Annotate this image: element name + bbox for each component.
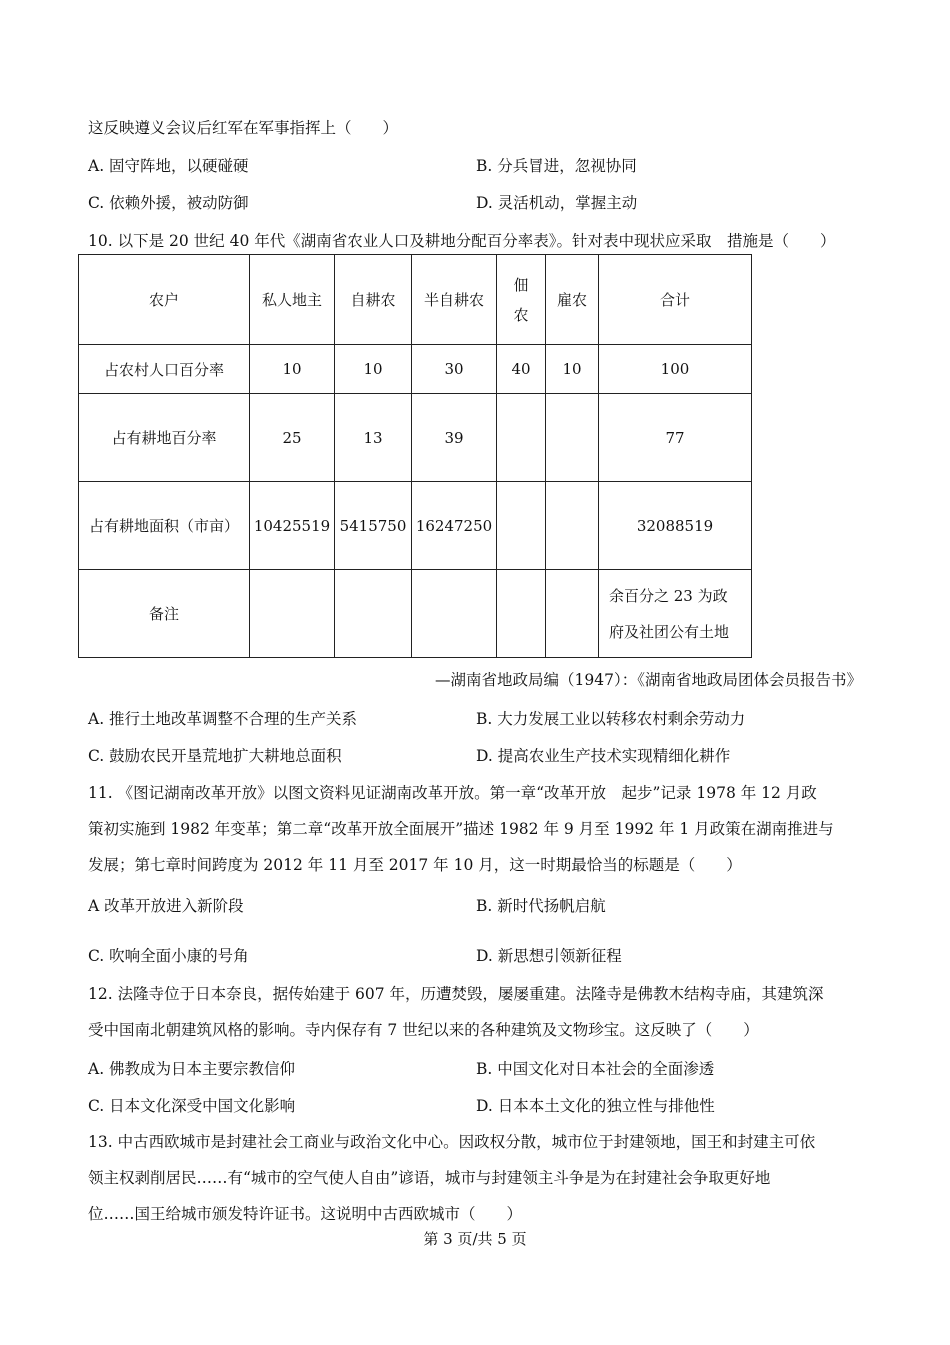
table-cell [250, 570, 335, 658]
remark-line: 余百分之 23 为政 [609, 586, 728, 605]
q13-stem-line: 13. 中古西欧城市是封建社会工商业与政治文化中心。因政权分散，城市位于封建领地，国王和封建主可依 [88, 1133, 816, 1151]
q12-option-a: A. 佛教成为日本主要宗教信仰 [88, 1060, 296, 1078]
table-cell: 10 [335, 345, 412, 394]
header-cell: 私人地主 [250, 255, 335, 345]
table-row [79, 345, 752, 394]
table-cell [497, 394, 546, 482]
q10-option-c: C. 鼓励农民开垦荒地扩大耕地总面积 [88, 747, 342, 765]
remark-cell [599, 570, 752, 658]
table-cell: 25 [250, 394, 335, 482]
land-distribution-table [78, 254, 752, 658]
table-cell: 10425519 [250, 482, 335, 570]
table-cell [546, 394, 599, 482]
table-cell: 5415750 [335, 482, 412, 570]
header-cell-line: 佃 [513, 275, 529, 294]
table-cell [546, 482, 599, 570]
table-source: —湖南省地政局编（1947）：《湖南省地政局团体会员报告书》 [435, 671, 862, 689]
q11-option-d: D. 新思想引领新征程 [476, 947, 622, 965]
header-cell: 雇农 [546, 255, 599, 345]
q11-option-c: C. 吹响全面小康的号角 [88, 947, 249, 965]
header-cell: 合计 [599, 255, 752, 345]
q11-stem [88, 775, 868, 883]
q12-option-c: C. 日本文化深受中国文化影响 [88, 1097, 296, 1115]
header-cell: 半自耕农 [412, 255, 497, 345]
q9-option-c: C. 依赖外援，被动防御 [88, 194, 249, 212]
table-cell: 10 [546, 345, 599, 394]
table-cell [546, 570, 599, 658]
q13-stem [88, 1124, 868, 1232]
table-cell [412, 570, 497, 658]
table-cell [497, 482, 546, 570]
q13-stem-line: 位……国王给城市颁发特许证书。这说明中古西欧城市（ ） [88, 1205, 523, 1223]
q9-option-b: B. 分兵冒进，忽视协同 [476, 157, 637, 175]
q13-stem-line: 领主权剥削居民……有“城市的空气使人自由”谚语，城市与封建领主斗争是为在封建社会争取更好地 [88, 1169, 771, 1187]
header-cell [497, 255, 546, 345]
q12-stem [88, 976, 868, 1048]
q12-option-d: D. 日本本土文化的独立性与排他性 [476, 1097, 715, 1115]
q10-option-a: A. 推行土地改革调整不合理的生产关系 [88, 710, 358, 728]
table-cell: 占有耕地百分率 [79, 394, 250, 482]
q10-stem: 10. 以下是 20 世纪 40 年代《湖南省农业人口及耕地分配百分率表》。针对表中现状应采取 措施是（ ） [88, 232, 836, 250]
table-cell: 32088519 [599, 482, 752, 570]
page-number: 第 3 页/共 5 页 [423, 1230, 527, 1248]
table-cell: 39 [412, 394, 497, 482]
q9-option-a: A. 固守阵地，以硬碰硬 [88, 157, 249, 175]
q10-option-b: B. 大力发展工业以转移农村剩余劳动力 [476, 710, 746, 728]
table-cell: 30 [412, 345, 497, 394]
table-header-row [79, 255, 752, 345]
table-cell [497, 570, 546, 658]
table-row [79, 570, 752, 658]
table-cell: 77 [599, 394, 752, 482]
table-cell: 16247250 [412, 482, 497, 570]
table-row [79, 394, 752, 482]
table-row [79, 482, 752, 570]
table-cell: 100 [599, 345, 752, 394]
table-cell: 40 [497, 345, 546, 394]
header-cell: 自耕农 [335, 255, 412, 345]
header-cell-line: 农 [513, 305, 529, 324]
q11-stem-line: 策初实施到 1982 年变革；第二章“改革开放全面展开”描述 1982 年 9 月至 1992 年 1 月政策在湖南推进与 [88, 820, 834, 838]
q9-stem: 这反映遵义会议后红军在军事指挥上（ ） [88, 119, 399, 137]
q11-stem-line: 发展；第七章时间跨度为 2012 年 11 月至 2017 年 10 月，这一时期最恰当的标题是（ ） [88, 856, 742, 874]
q11-stem-line: 11. 《图记湖南改革开放》以图文资料见证湖南改革开放。第一章“改革开放 起步”记录 1978 年 12 月政 [88, 784, 817, 802]
q9-option-d: D. 灵活机动，掌握主动 [476, 194, 638, 212]
q12-option-b: B. 中国文化对日本社会的全面渗透 [476, 1060, 715, 1078]
table-cell: 10 [250, 345, 335, 394]
table-cell [335, 570, 412, 658]
q11-option-a: A 改革开放进入新阶段 [88, 897, 244, 915]
table-cell: 13 [335, 394, 412, 482]
q12-stem-line: 受中国南北朝建筑风格的影响。寺内保存有 7 世纪以来的各种建筑及文物珍宝。这反映了（ ） [88, 1021, 759, 1039]
table-cell: 占农村人口百分率 [79, 345, 250, 394]
table-cell: 备注 [79, 570, 250, 658]
q12-stem-line: 12. 法隆寺位于日本奈良，据传始建于 607 年，历遭焚毁，屡屡重建。法隆寺是佛教木结构寺庙，其建筑深 [88, 985, 824, 1003]
q10-option-d: D. 提高农业生产技术实现精细化耕作 [476, 747, 731, 765]
q11-option-b: B. 新时代扬帆启航 [476, 897, 606, 915]
remark-line: 府及社团公有土地 [609, 622, 730, 641]
table-cell: 占有耕地面积（市亩） [79, 482, 250, 570]
header-cell: 农户 [79, 255, 250, 345]
